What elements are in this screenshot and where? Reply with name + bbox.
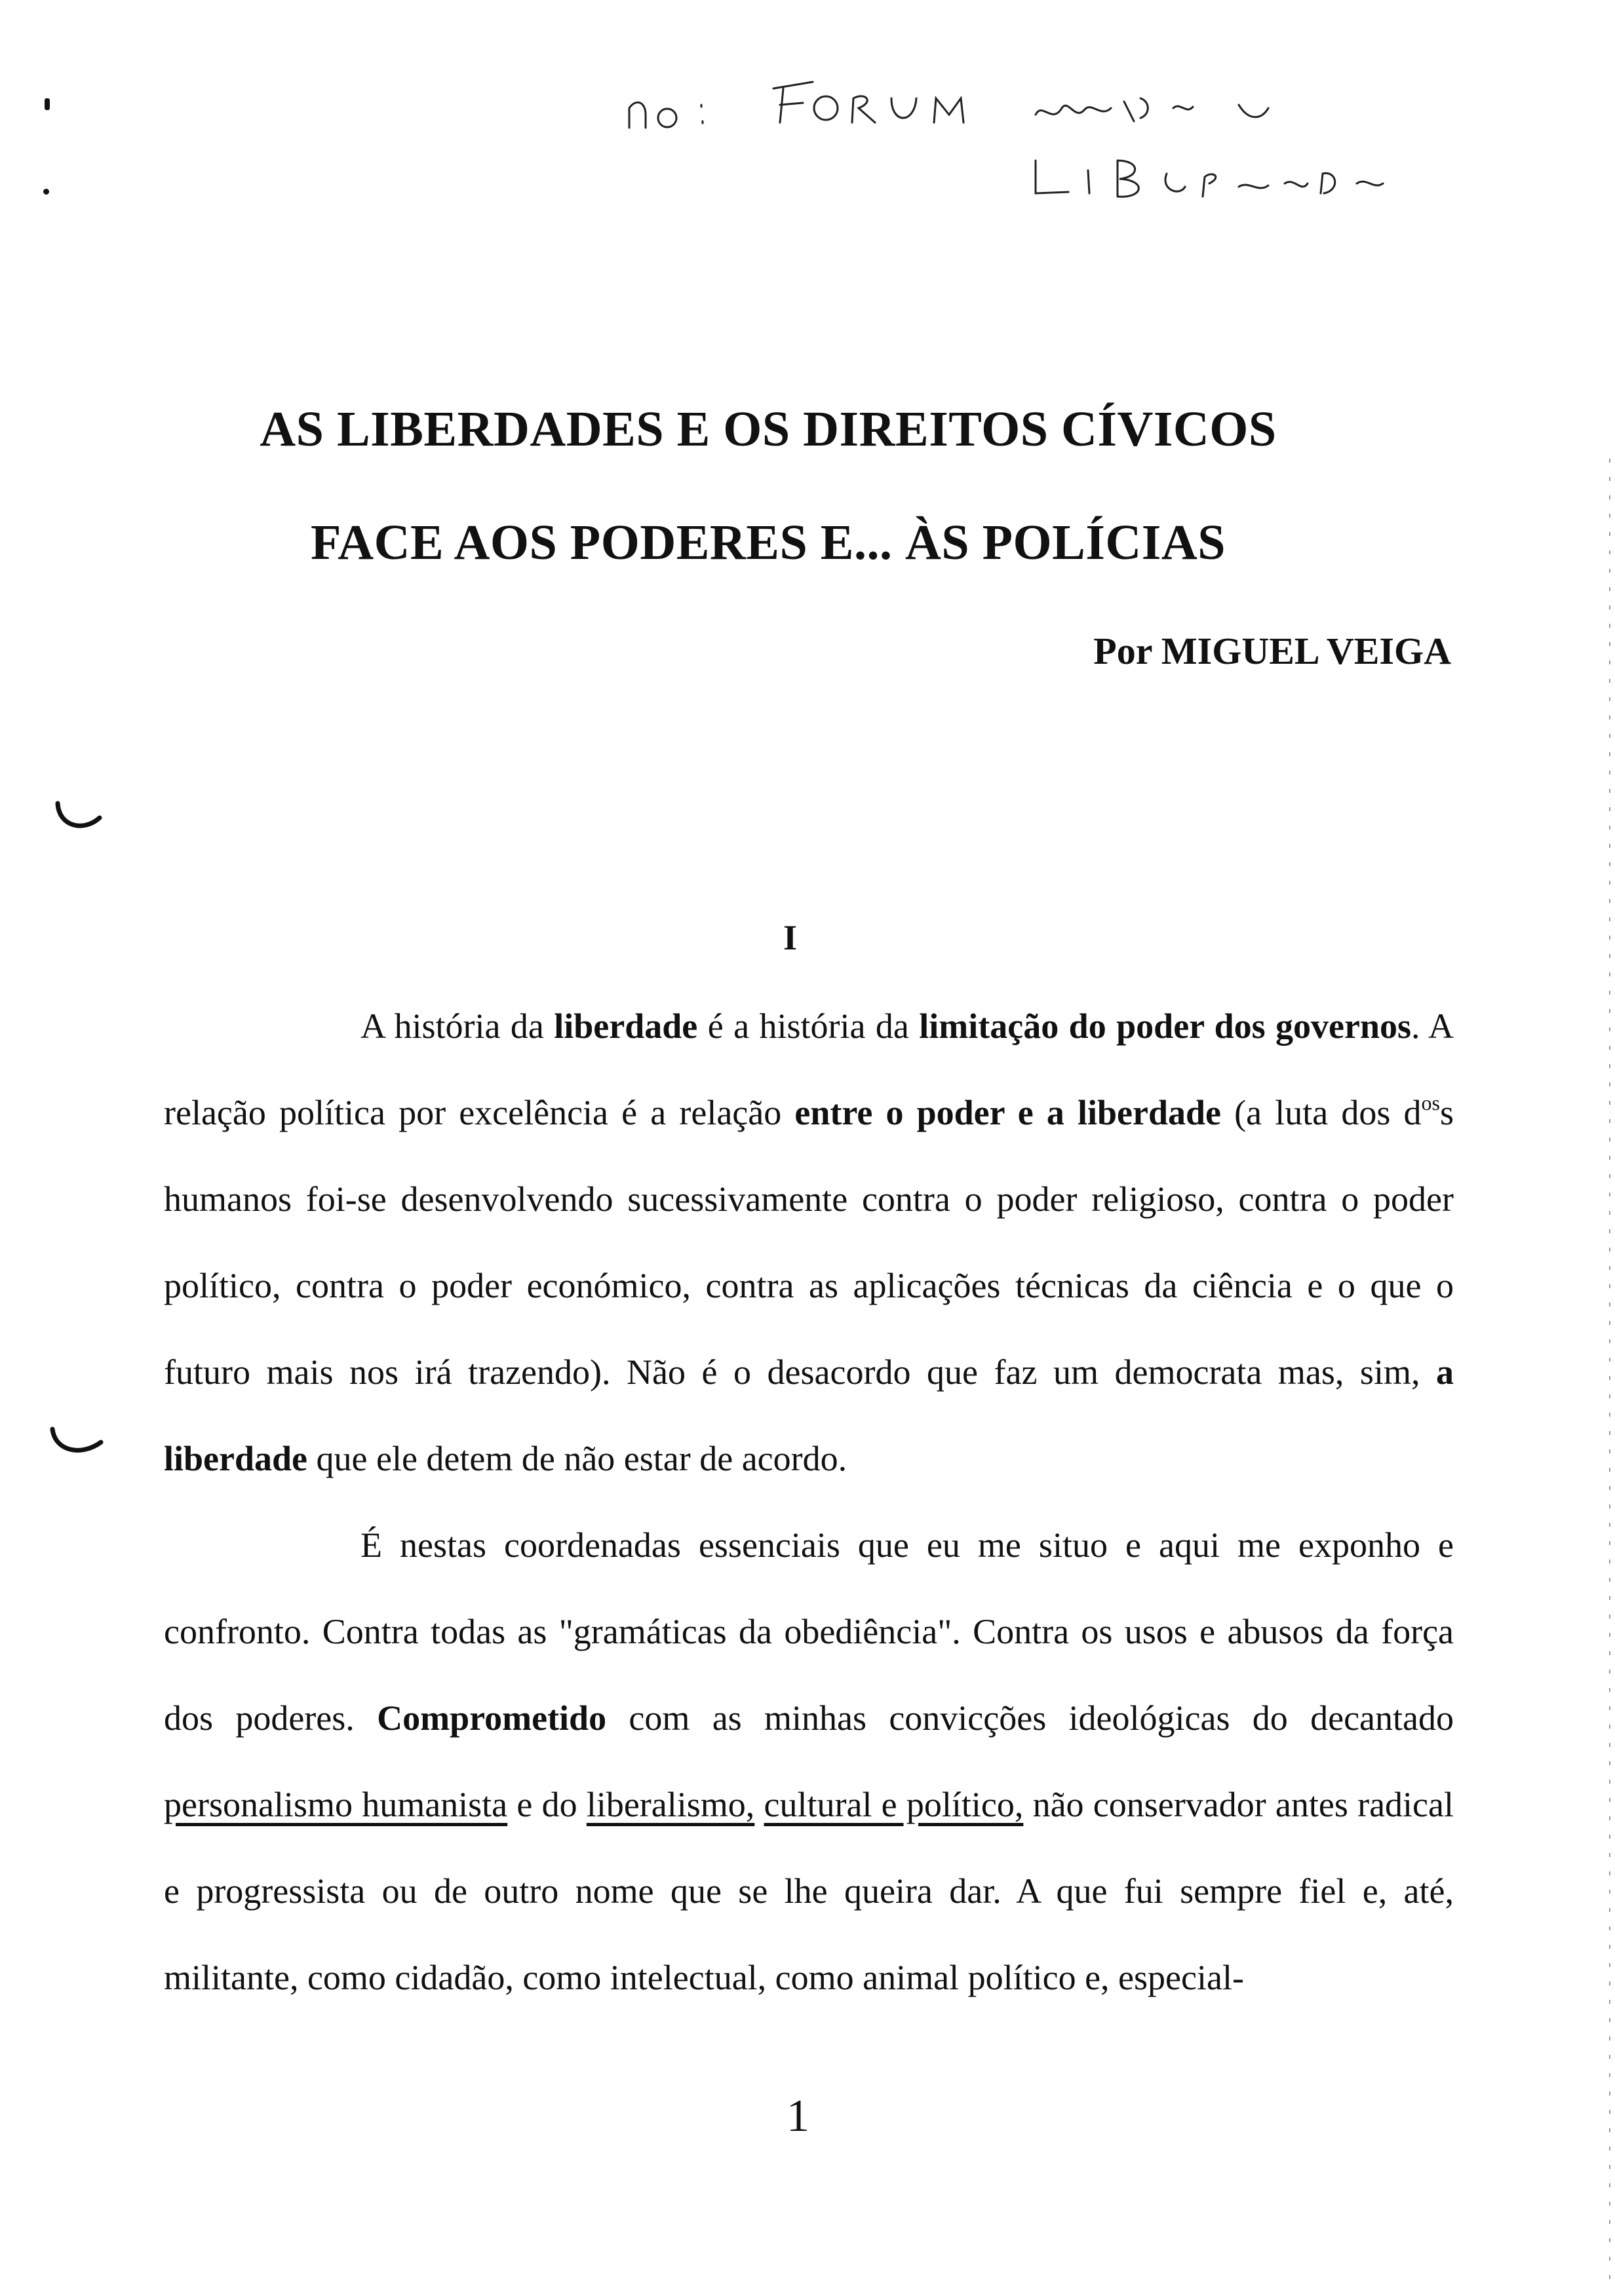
body-text xyxy=(164,983,1454,2021)
margin-hook-mark xyxy=(47,1425,106,1464)
page-number: 1 xyxy=(787,2091,809,2141)
margin-hook-mark xyxy=(52,799,105,839)
text-run: e do xyxy=(507,1785,587,1824)
section-number: I xyxy=(783,918,798,957)
text-run: s humanos foi-se desenvolvendo sucessivamente contra o poder religioso, contra o poder político, contra o poder económico, contra as aplicações técnicas da ciência e o que o futuro mais nos irá trazendo). Não é o desacordo que faz um democrata mas, sim, xyxy=(164,1093,1454,1392)
text-run: A história da xyxy=(360,1006,555,1046)
underlined-phrase: cultural e político, xyxy=(764,1785,1024,1824)
underlined-phrase: personalismo humanista xyxy=(164,1785,508,1824)
text-run: que ele detem de não estar de acordo. xyxy=(307,1439,847,1478)
handwritten-annotation xyxy=(616,62,1416,213)
text-run xyxy=(754,1785,764,1824)
bold-phrase: liberdade xyxy=(554,1006,698,1046)
scan-speck xyxy=(45,98,50,110)
bold-phrase: entre o poder e a liberdade xyxy=(794,1093,1222,1132)
paragraph-2 xyxy=(164,1502,1454,2021)
text-run: (a luta dos d xyxy=(1221,1093,1422,1132)
document-title-line-1: AS LIBERDADES E OS DIREITOS CÍVICOS xyxy=(260,402,1277,457)
bold-phrase: a liberdade xyxy=(164,1352,1454,1478)
scan-edge-line xyxy=(1607,459,1612,2293)
scan-speck xyxy=(43,189,49,195)
bold-phrase: limitação do poder dos governos xyxy=(919,1006,1412,1046)
superscript: os xyxy=(1421,1091,1440,1115)
text-run: é a história da xyxy=(697,1006,920,1046)
underlined-phrase: liberalismo, xyxy=(586,1785,755,1824)
text-run: com as minhas convicções ideológicas do decantado xyxy=(606,1698,1454,1738)
paragraph-1 xyxy=(164,983,1454,1502)
text-run: É nestas coordenadas essenciais que eu me situo e aqui me exponho e confronto. Contra todas as "gramáticas da obediência". Contra os usos e abusos da força dos poderes. xyxy=(164,1525,1454,1738)
bold-phrase: Comprometido xyxy=(377,1698,607,1738)
text-run: . A relação política por excelência é a relação xyxy=(164,1006,1454,1132)
text-run: não conservador antes radical e progressista ou de outro nome que se lhe queira dar. A que fui sempre fiel e, até, militante, como cidadão, como intelectual, como animal político e, especial- xyxy=(164,1785,1454,1997)
document-title-line-2: FACE AOS PODERES E... ÀS POLÍCIAS xyxy=(310,515,1226,570)
author-byline: Por MIGUEL VEIGA xyxy=(1093,630,1451,672)
